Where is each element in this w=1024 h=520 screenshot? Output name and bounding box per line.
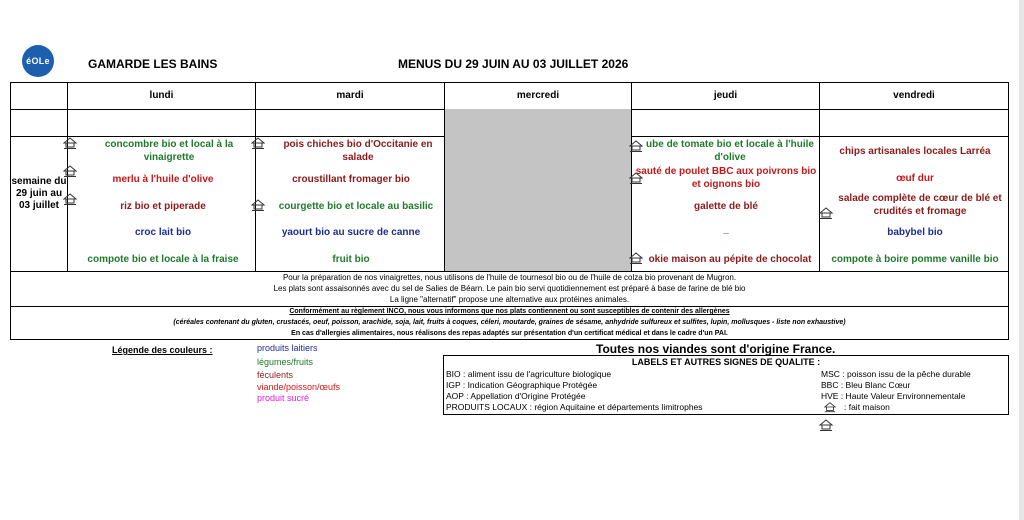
label-bbc: BBC : Bleu Blanc Cœur	[821, 380, 911, 390]
dish-vendredi-dairy: babybel bio	[887, 227, 943, 238]
col-divider	[819, 83, 820, 271]
menu-title: MENUS DU 29 JUIN AU 03 JUILLET 2026	[398, 57, 629, 71]
dish-vendredi-side: salade complète de cœur de blé et crudités et fromage	[838, 193, 1002, 217]
house-icon	[629, 251, 643, 265]
legend-title: Légende des couleurs :	[112, 345, 213, 355]
col-divider	[255, 83, 256, 271]
dish-lundi-dairy: croc lait bio	[134, 227, 192, 238]
house-icon	[824, 401, 836, 413]
dish-jeudi-dessert: okie maison au pépite de chocolat	[648, 254, 812, 265]
dish-mardi-dairy: yaourt bio au sucre de canne	[281, 227, 421, 238]
dish-mardi-dessert: fruit bio	[332, 254, 370, 265]
house-icon	[63, 136, 77, 150]
label-hve: HVE : Haute Valeur Environnementale	[821, 391, 966, 401]
eole-logo: éOLe	[22, 45, 54, 77]
house-icon	[63, 164, 77, 178]
legend-dairy: produits laitiers	[257, 343, 318, 353]
day-header-mardi: mardi	[336, 90, 364, 101]
label-msc: MSC : poisson issu de la pêche durable	[821, 369, 971, 379]
notes-box	[10, 272, 1009, 340]
town-name: GAMARDE LES BAINS	[88, 57, 218, 71]
house-icon	[819, 418, 833, 432]
dish-vendredi-starter: chips artisanales locales Larréa	[839, 146, 991, 157]
dish-jeudi-dairy: _	[723, 224, 729, 235]
note-alternative: La ligne "alternatif" propose une alternative aux protéines animales.	[389, 295, 630, 304]
allergen-heading: Conformément au règlement INCO, nous vous informons que nos plats contiennent ou sont susceptibles de contenir des allergènes	[289, 308, 730, 315]
dish-lundi-main: merlu à l'huile d'olive	[112, 174, 214, 185]
dish-vendredi-main: œuf dur	[896, 173, 934, 184]
legend-protein: viande/poisson/œufs	[257, 382, 341, 392]
label-local: PRODUITS LOCAUX : région Aquitaine et départements limitrophes	[446, 402, 703, 412]
house-icon	[629, 171, 643, 185]
house-icon	[251, 198, 265, 212]
wednesday-closed-cell	[445, 109, 631, 271]
day-header-vendredi: vendredi	[893, 90, 935, 101]
meat-origin-note: Toutes nos viandes sont d'origine France.	[596, 342, 836, 356]
house-icon	[251, 136, 265, 150]
day-header-mercredi: mercredi	[516, 90, 560, 101]
menu-grid	[10, 82, 1009, 272]
allergen-list: (céréales contenant du gluten, crustacés, oeuf, poisson, arachide, soja, lait, fruits à coques, céleri, moutarde, graines de sésame, anhydride sulfureux et sulfites, lupin, mollusques - liste non exhaustive)	[173, 319, 846, 326]
label-bio: BIO : aliment issu de l'agriculture biologique	[446, 369, 612, 379]
dish-vendredi-dessert: compote à boire pomme vanille bio	[831, 254, 999, 265]
day-header-lundi: lundi	[149, 90, 174, 101]
allergen-pai: En cas d'allergies alimentaires, nous réalisons des repas adaptés sur présentation d'un certificat médical et dans le cadre d'un PAI.	[291, 330, 728, 337]
house-icon	[629, 139, 643, 153]
day-header-jeudi: jeudi	[713, 90, 738, 101]
week-label: semaine du 29 juin au 03 juillet	[11, 176, 67, 211]
dish-mardi-side: courgette bio et locale au basilic	[278, 201, 434, 212]
page-edge	[1019, 0, 1024, 520]
dish-jeudi-starter: ube de tomate bio et locale à l'huile d'olive	[646, 139, 814, 163]
legend-vegetables: légumes/fruits	[257, 357, 314, 367]
dish-mardi-main: croustillant fromager bio	[292, 174, 410, 185]
note-salt-bread: Les plats sont assaisonnés avec du sel de Salies de Béarn. Le pain bio servi quotidiennement est préparé à base de farine de blé bio	[273, 284, 746, 293]
dish-mardi-starter: pois chiches bio d'Occitanie en salade	[283, 139, 433, 163]
dish-lundi-starter: concombre bio et local à la vinaigrette	[104, 139, 234, 163]
col-divider	[444, 83, 445, 271]
note-vinaigrette: Pour la préparation de nos vinaigrettes, nous utilisons de l'huile de tournesol bio ou de l'huile de colza bio provenant de Mugron.	[282, 273, 737, 282]
dish-lundi-dessert: compote bio et locale à la fraise	[87, 254, 239, 265]
labels-title: LABELS ET AUTRES SIGNES DE QUALITE :	[631, 357, 821, 367]
house-icon	[819, 206, 833, 220]
dish-jeudi-side: galette de blé	[694, 201, 758, 212]
quality-labels-box	[443, 355, 1009, 415]
dish-lundi-side: riz bio et piperade	[120, 201, 206, 212]
label-fait-maison: : fait maison	[844, 402, 890, 412]
label-aop: AOP : Appellation d'Origine Protégée	[446, 391, 586, 401]
label-igp: IGP : Indication Géographique Protégée	[446, 380, 598, 390]
legend-starches: féculents	[257, 370, 294, 380]
legend-sweet: produit sucré	[257, 393, 310, 403]
house-icon	[63, 192, 77, 206]
dish-jeudi-main: sauté de poulet BBC aux poivrons bio et oignons bio	[635, 166, 817, 190]
